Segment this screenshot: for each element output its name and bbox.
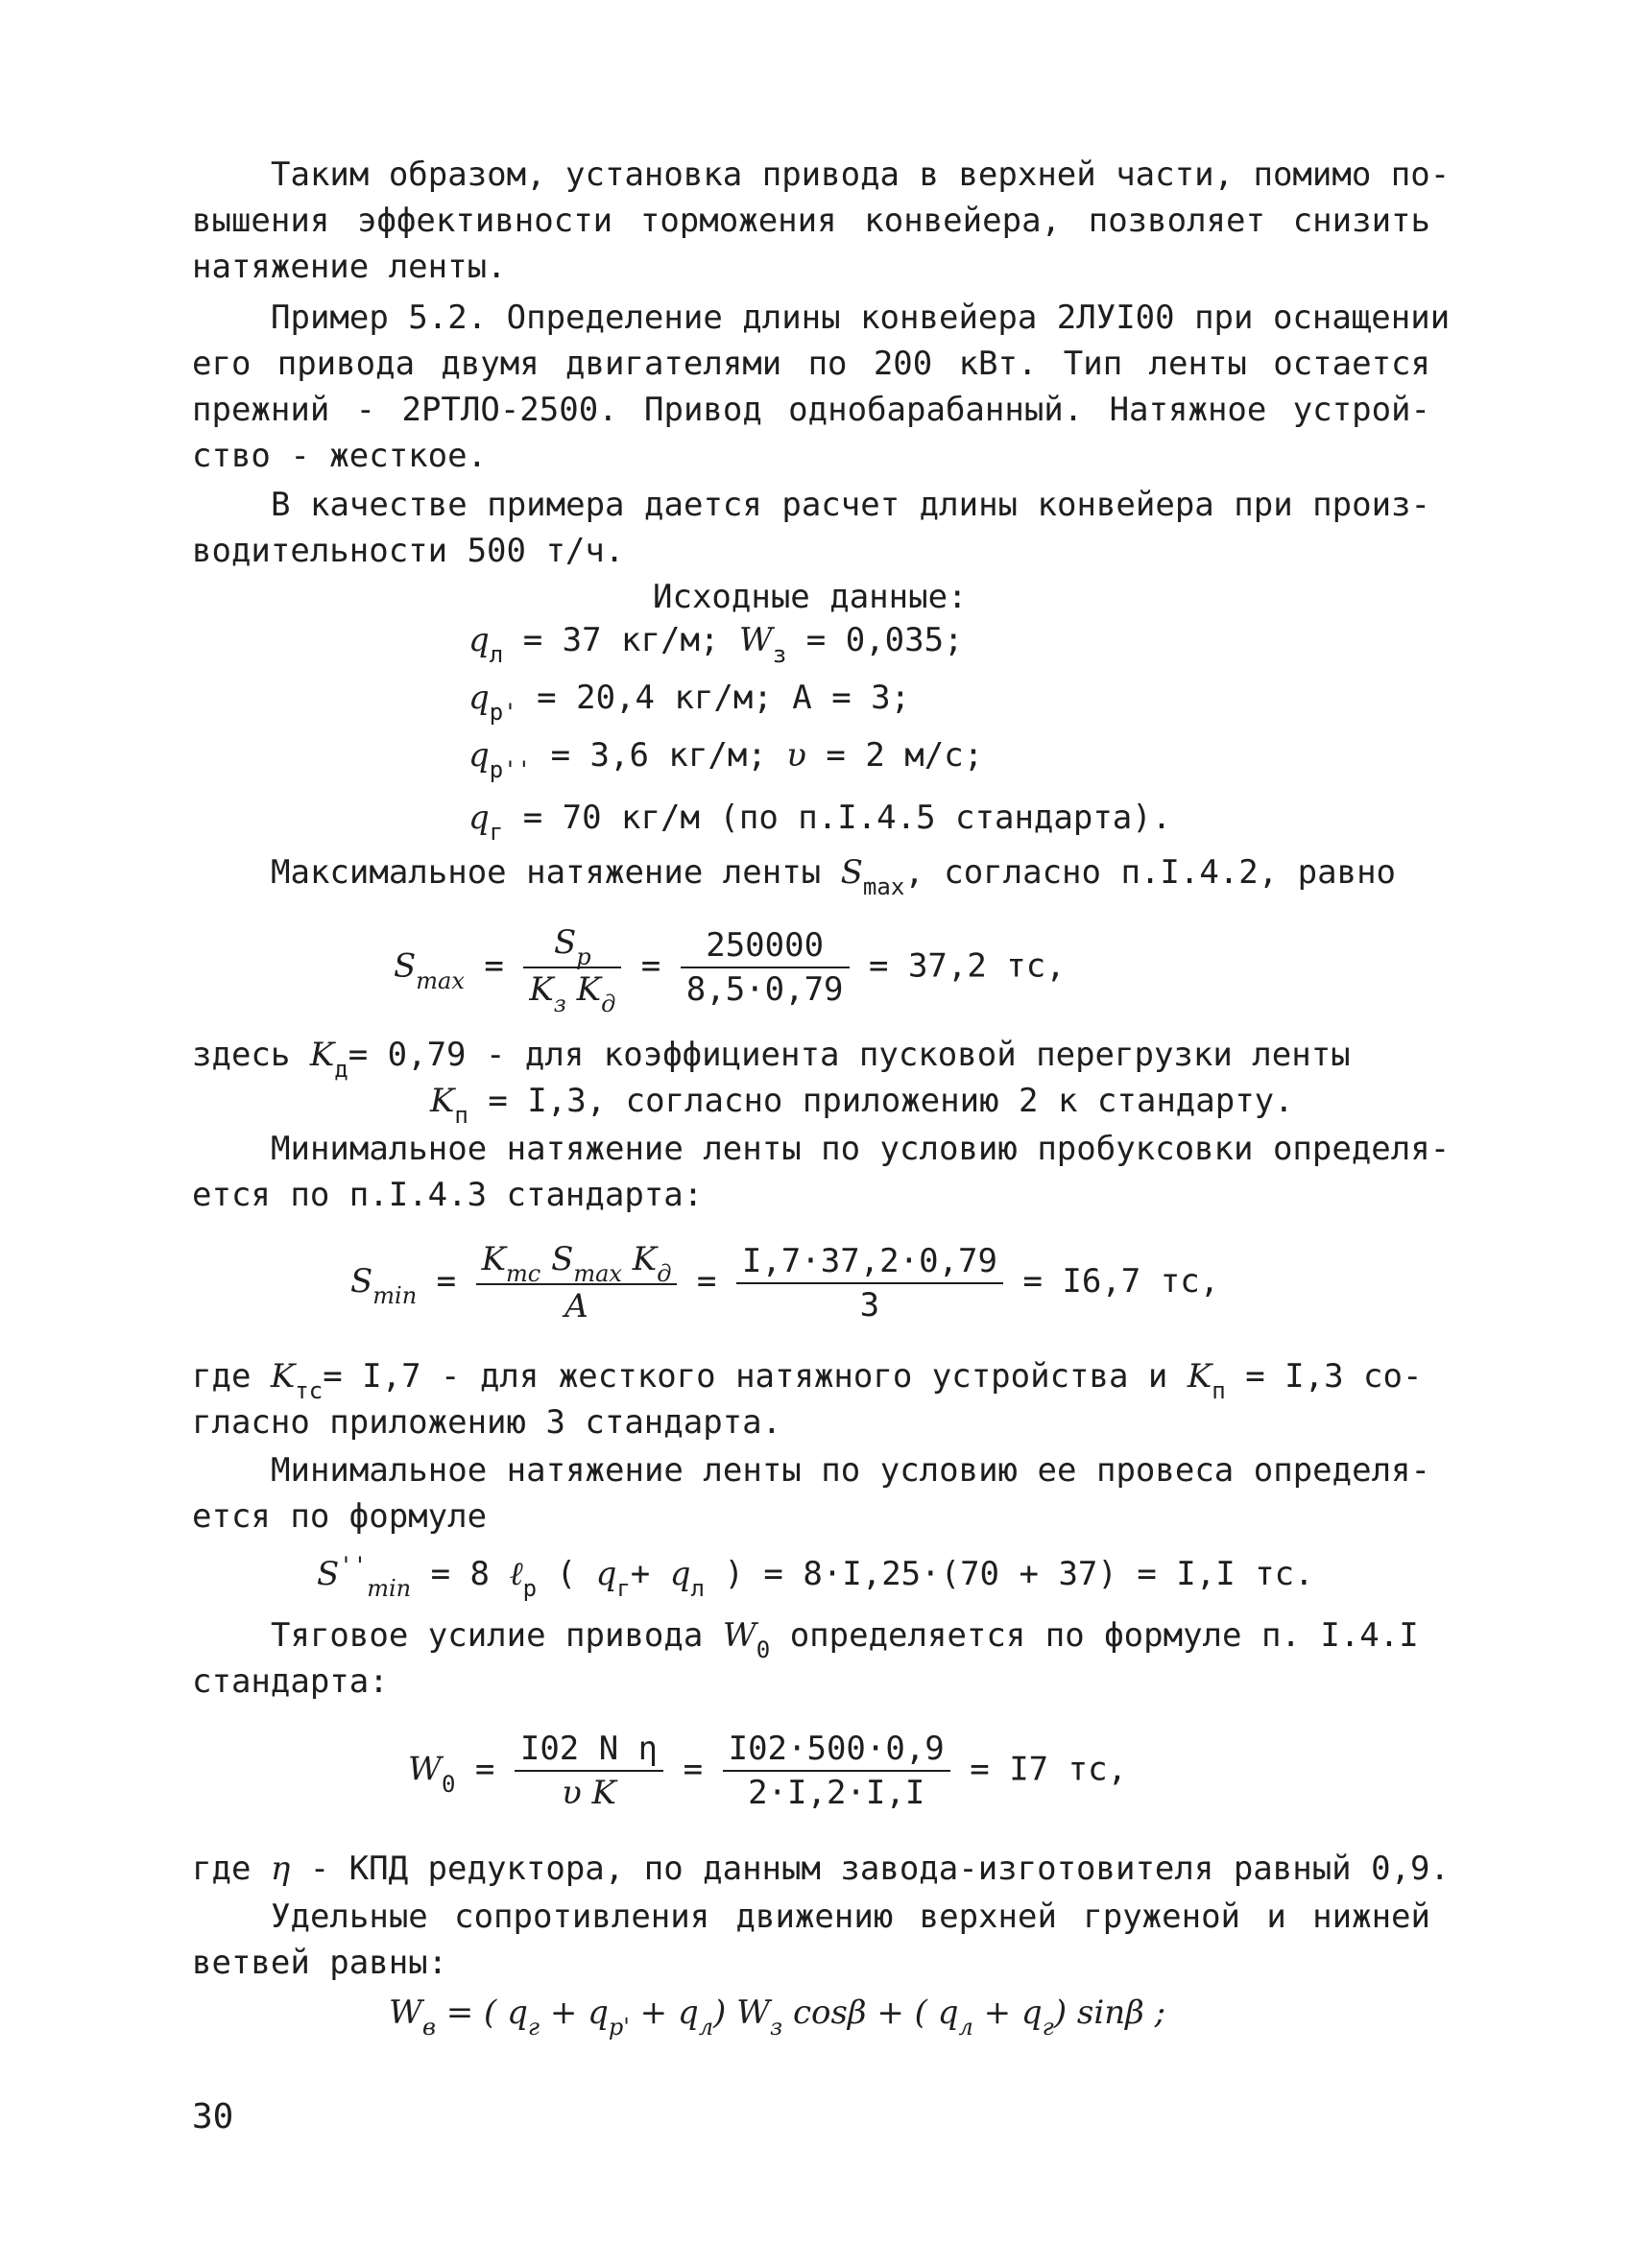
text: где [192,1850,271,1888]
numerator: I02 N η [515,1728,663,1772]
value: = 2 м/с; [826,736,984,775]
value: = 0,035; [805,621,964,659]
fraction [736,1240,1003,1326]
text: Максимальное натяжение ленты [271,853,841,892]
subscript: г [616,1575,631,1602]
paragraph-line [430,1078,1632,1127]
value: = 37 кг/м; [522,621,739,659]
term: ) sinβ ; [1053,1993,1166,2032]
equals: = [683,1750,704,1789]
paragraph-line: Минимальное натяжение ленты по условию ее провеса определя- [271,1451,1430,1490]
value: = 3,6 кг/м; [550,736,787,775]
paragraph-line: его привода двумя двигателями по 200 кВт. Тип ленты остается [192,345,1430,383]
l-symbol: ℓ [509,1555,523,1593]
eta-symbol: η [270,1850,291,1888]
fraction [723,1728,950,1814]
subscript: max [573,1260,622,1287]
term: + q [972,1993,1043,2032]
fraction [515,1728,663,1814]
paragraph-line [271,1612,1430,1661]
text: Тяговое усилие привода [271,1616,723,1655]
v-symbol: υ [786,736,806,775]
text: , согласно п.I.4.2, равно [904,853,1397,892]
subscript: г [489,819,504,846]
formula-w0 [408,1728,1127,1814]
subscript: з [770,2014,783,2041]
paragraph-line [192,1846,1450,1892]
equals: = [484,946,504,986]
subscript: д [601,991,616,1017]
paragraph-line: Таким образом, установка привода в верхней части, помимо по- [271,155,1451,194]
text: здесь [192,1036,310,1074]
w-symbol: W [722,1616,756,1655]
initial-data-row [468,619,964,668]
symbol: K [576,970,602,1009]
text: = I,3 со- [1245,1357,1423,1396]
lhs: W [389,1993,422,2032]
w-symbol: W [738,621,773,659]
equals: = [640,946,661,986]
k-symbol: K [1187,1357,1212,1396]
paragraph-line: Пример 5.2. Определение длины конвейера 2ЛУI00 при оснащении [271,298,1451,337]
paragraph-line: Минимальное натяжение ленты по условию пробуксовки определя- [271,1130,1451,1168]
symbol: S [553,923,577,962]
lhs: W [408,1750,442,1789]
subscript: г [527,2014,540,2041]
s-symbol: S [840,853,863,892]
paragraph-line: ется по формуле [192,1497,488,1536]
paragraph-line: ется по п.I.4.3 стандарта: [192,1176,704,1214]
k-symbol: K [430,1082,455,1120]
fraction [476,1238,678,1327]
symbol: K [529,970,554,1009]
text: определяется по формуле п. I.4.I [770,1616,1419,1655]
q-symbol: q [595,1555,617,1593]
subscript: д [657,1260,672,1287]
equals: = [436,1262,457,1301]
text: ) = 8·I,25·(70 + 37) = I,I тс. [724,1555,1314,1593]
paragraph-line: гласно приложению 3 стандарта. [192,1403,782,1442]
q-symbol: q [468,799,490,837]
numerator: 250000 [681,924,850,968]
subscript: л [690,1575,705,1602]
paragraph-line: прежний - 2РТЛО-2500. Привод однобарабанный. Натяжное устрой- [192,391,1430,429]
term: + q [629,1993,699,2032]
subscript: з [553,991,566,1017]
text: = 0,79 - для коэффициента пусковой перегрузки ленты [348,1036,1351,1074]
denominator: 2·I,2·I,I [748,1774,925,1812]
fraction [681,924,850,1011]
initial-data-heading: Исходные данные: [653,578,968,616]
superscript: '' [339,1552,368,1579]
subscript: з [772,641,787,668]
k-symbol: K [270,1357,296,1396]
subscript: л [698,2014,714,2041]
subscript: р' [489,699,517,726]
term: cosβ + ( q [782,1993,959,2032]
term: + q [540,1993,609,2032]
lhs: S [350,1262,373,1301]
text: - КПД редуктора, по данным завода-изготовителя равный 0,9. [290,1850,1450,1888]
paragraph-line: Удельные сопротивления движению верхней груженой и нижней [271,1898,1430,1936]
subscript: 0 [441,1770,456,1798]
numerator [523,921,621,968]
subscript: р'' [489,756,532,783]
denominator: υ K [562,1774,616,1812]
text: = 8 [430,1555,490,1593]
subscript: п [454,1102,468,1129]
fraction [523,921,621,1017]
subscript: тс [506,1260,541,1287]
paragraph-line [271,849,1430,898]
formula-smin [350,1238,1219,1327]
subscript: min [372,1282,418,1309]
subscript: max [862,873,905,900]
paragraph-line [192,1032,1430,1081]
result: = 37,2 тс, [869,946,1066,986]
subscript: л [489,641,504,668]
numerator: I,7·37,2·0,79 [736,1240,1003,1284]
denominator: 8,5·0,79 [685,970,844,1009]
numerator: I02·500·0,9 [723,1728,950,1772]
k-symbol: K [309,1036,335,1074]
denominator [523,968,621,1017]
subscript: тс [295,1377,324,1404]
text: ( [556,1555,577,1593]
formula-smin-sag [317,1552,1314,1602]
initial-data-row [468,677,911,726]
denominator: A [564,1287,588,1325]
subscript: max [416,967,465,994]
subscript: л [958,2014,973,2041]
result: = I6,7 тс, [1022,1262,1220,1301]
numerator [476,1238,678,1285]
subscript: п [1212,1377,1226,1404]
paragraph-line: В качестве примера дается расчет длины конвейера при произ- [271,486,1430,524]
subscript: в [421,2014,436,2041]
equals: = [474,1750,495,1789]
paragraph-line: водительности 500 т/ч. [192,532,625,570]
q-symbol: q [468,736,490,775]
page-number: 30 [192,2097,234,2137]
q-symbol: q [468,621,490,659]
value: = 20,4 кг/м; А = 3; [537,679,911,717]
result: = I7 тс, [970,1750,1128,1789]
paragraph-line [192,1353,1430,1402]
plus: + [630,1555,651,1593]
lhs: S [317,1555,340,1593]
value: = 70 кг/м (по п.I.4.5 стандарта). [522,799,1172,837]
symbol: K [481,1240,507,1278]
formula-resistance [389,1992,1166,2041]
q-symbol: q [468,679,490,717]
subscript: д [334,1056,348,1083]
initial-data-row [468,734,984,783]
symbol: S [551,1240,574,1278]
q-symbol: q [669,1555,691,1593]
denominator: 3 [859,1285,880,1325]
subscript: р [522,1575,538,1602]
text: где [192,1357,271,1396]
term: = ( q [445,1993,528,2032]
text: = I,7 - для жесткого натяжного устройства и [323,1357,1188,1396]
subscript: 0 [756,1636,771,1663]
symbol: K [632,1240,658,1278]
subscript: р' [608,2014,630,2041]
paragraph-line: стандарта: [192,1662,389,1701]
equals: = [696,1262,717,1301]
subscript: р [576,943,591,970]
text: = I,3, согласно приложению 2 к стандарту. [488,1082,1294,1120]
paragraph-line: вышения эффективности торможения конвейера, позволяет снизить [192,202,1430,240]
term: ) W [713,1993,771,2032]
subscript: min [367,1575,412,1602]
subscript: г [1042,2014,1054,2041]
lhs: S [394,946,417,986]
formula-smax [394,921,1066,1017]
paragraph-line: ветвей равны: [192,1944,448,1982]
initial-data-row [468,797,1172,846]
paragraph-line: ство - жесткое. [192,437,488,475]
paragraph-line: натяжение ленты. [192,248,507,286]
